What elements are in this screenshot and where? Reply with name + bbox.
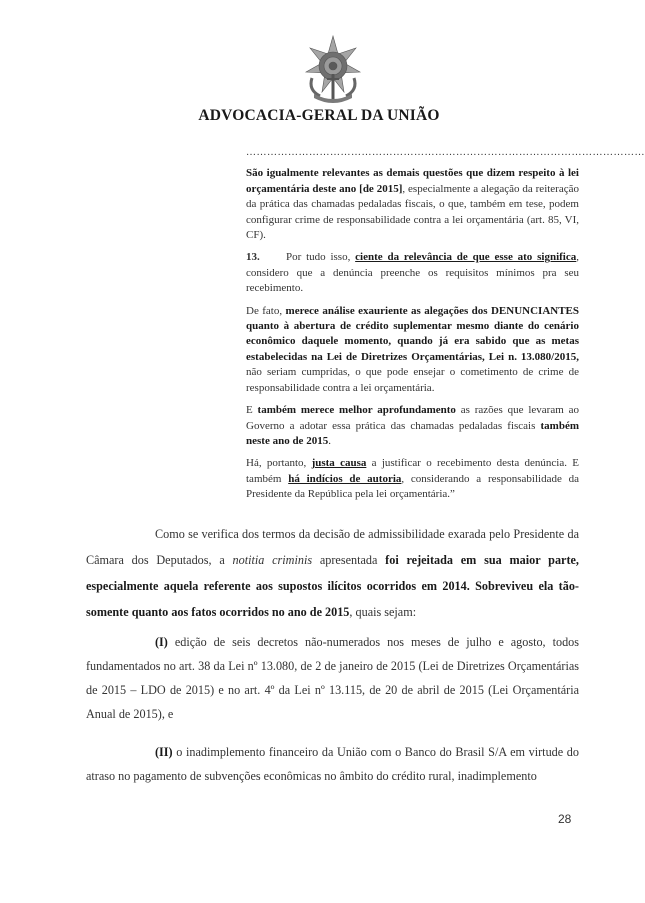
quote-paragraph-1 (246, 166, 579, 243)
text: . (328, 434, 331, 447)
paragraph-number: 13. (246, 251, 260, 264)
text: E (246, 404, 258, 417)
item-label: (I) (155, 635, 168, 649)
text: o inadimplemento financeiro da União com o Banco do Brasil S/A em virtude do atraso no pagamento de subvenções econômicas no âmbito do crédito rural, inadimplemento (86, 745, 579, 783)
coat-of-arms-seal (300, 34, 366, 104)
text: , especialmente a alegação da reiteração da prática das chamadas pedaladas fiscais, o que, também em tese, podem configurar crime de responsabilidade contra a lei orçamentária (art. 85, VI, CF). (246, 182, 579, 242)
bold-underlined-text: há indícios de autoria (288, 472, 402, 485)
bold-text: São igualmente relevantes as demais questões que dizem respeito à lei orçamentária deste ano [de 2015] (246, 167, 579, 195)
body-list (86, 630, 579, 802)
quote-paragraph-5 (246, 456, 579, 502)
text: a justificar o recebimento desta denúncia. E também (246, 457, 579, 485)
bold-text: foi rejeitada em sua maior parte, especialmente aquela referente aos supostos ilícitos ocorridos em 2014. Sobreviveu ela tão-somente quanto aos fatos ocorridos no ano de 2015 (86, 553, 579, 619)
text: Por tudo isso, (286, 251, 356, 264)
body-paragraph-1 (86, 521, 579, 625)
text: edição de seis decretos não-numerados nos meses de julho e agosto, todos fundamentados no art. 38 da Lei nº 13.080, de 2 de janeiro de 2015 (Lei de Diretrizes Orçamentárias de 2015 – LDO de 2015) e no art. 4º da Lei nº 13.115, de 20 de abril de 2015 (Lei Orçamentária Anual de 2015), e (86, 635, 579, 721)
item-label: (II) (155, 745, 173, 759)
page-number: 28 (558, 812, 572, 826)
quoted-decision-excerpt (246, 145, 645, 510)
italic-text: notitia criminis (232, 553, 313, 567)
text: apresentada (312, 553, 386, 567)
text: não seriam cumpridas, o que pode ensejar o cometimento de crime de responsabilidade contra a lei orçamentária. (246, 366, 579, 394)
text: Como se verifica dos termos da decisão de admissibilidade exarada pelo Presidente da Câmara dos Deputados, a (86, 527, 579, 567)
page-header-title: ADVOCACIA-GERAL DA UNIÃO (198, 107, 440, 124)
text: De fato, (246, 304, 286, 317)
quote-paragraph-2 (246, 250, 579, 296)
bold-text: merece análise exauriente as alegações dos DENUNCIANTES quanto à abertura de crédito suplementar mesmo diante do cenário econômico daquele momento, quando já era sabido que as metas estabelecidas na Lei de Diretrizes Orçamentárias, Lei n. 13.080/2015, (246, 304, 579, 363)
list-item-ii (86, 740, 579, 788)
quote-paragraph-4 (246, 403, 579, 449)
text: Há, portanto, (246, 457, 312, 470)
list-item-i (86, 630, 579, 726)
quote-paragraph-3 (246, 304, 579, 396)
ellipsis-dots: …………………………………………………………………………………………………… (246, 147, 645, 158)
text: , considerando a responsabilidade da Presidente da República pela lei orçamentária.” (246, 472, 580, 501)
bold-text: também merece melhor aprofundamento (257, 404, 456, 417)
text: , considero que a denúncia preenche os requisitos mínimos pra seu recebimento. (246, 251, 579, 295)
bold-text: também neste ano de 2015 (246, 419, 579, 447)
bold-underlined-text: ciente da relevância de que esse ato significa (355, 251, 577, 264)
bold-underlined-text: justa causa (311, 457, 367, 470)
text: , quais sejam: (349, 605, 417, 619)
text: as razões que levaram ao Governo a adotar essa prática das chamadas pedaladas fiscais (246, 404, 579, 432)
